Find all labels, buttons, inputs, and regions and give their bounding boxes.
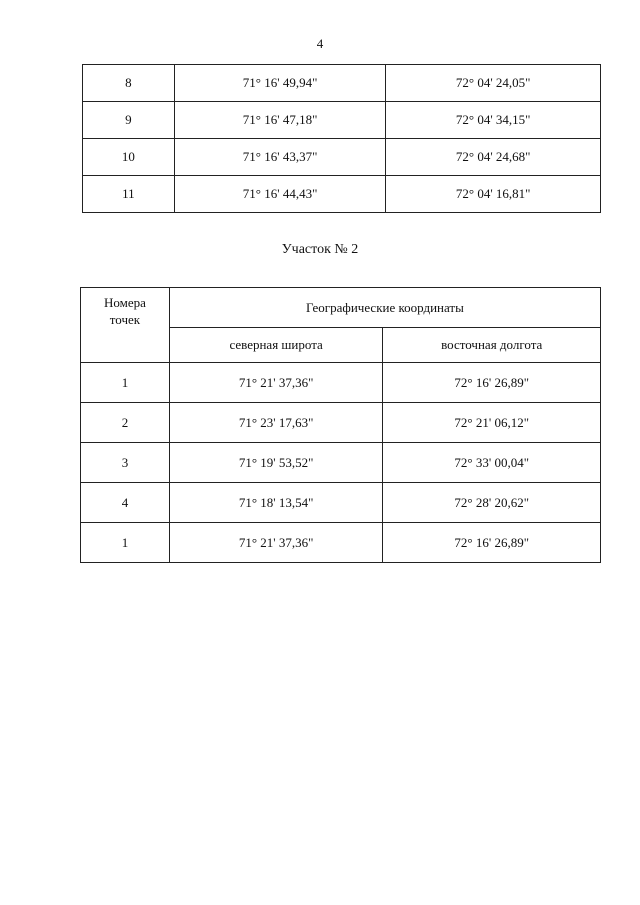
latitude-cell: 71° 16' 47,18" [174,102,386,139]
point-number: 1 [81,523,170,563]
points-column-header [81,288,170,363]
table-row [83,65,601,102]
longitude-cell: 72° 04' 16,81" [386,176,601,213]
latitude-cell: 71° 21' 37,36" [169,363,383,403]
point-number: 11 [83,176,175,213]
longitude-cell: 72° 04' 24,05" [386,65,601,102]
coordinates-table-continued [82,64,601,213]
points-header-line1: Номера [103,295,146,310]
table-row [83,139,601,176]
latitude-cell: 71° 21' 37,36" [169,523,383,563]
point-number: 3 [81,443,170,483]
table-row [81,483,601,523]
geo-coordinates-header: Географические координаты [169,288,600,328]
longitude-cell: 72° 16' 26,89" [383,363,601,403]
point-number: 2 [81,403,170,443]
table-row [81,443,601,483]
points-header-line2: точек [109,312,141,327]
point-number: 9 [83,102,175,139]
section-title: Участок № 2 [281,242,359,257]
latitude-cell: 71° 16' 44,43" [174,176,386,213]
table-row [83,102,601,139]
latitude-cell: 71° 16' 43,37" [174,139,386,176]
table-header-row [81,288,601,328]
table-row [81,523,601,563]
latitude-cell: 71° 19' 53,52" [169,443,383,483]
coordinates-table-section-2 [80,287,601,563]
latitude-cell: 71° 18' 13,54" [169,483,383,523]
latitude-cell: 71° 23' 17,63" [169,403,383,443]
point-number: 4 [81,483,170,523]
longitude-cell: 72° 33' 00,04" [383,443,601,483]
page-number: 4 [316,36,324,51]
longitude-cell: 72° 28' 20,62" [383,483,601,523]
table-row [81,403,601,443]
table-row [83,176,601,213]
longitude-cell: 72° 21' 06,12" [383,403,601,443]
longitude-header: восточная долгота [383,328,601,363]
longitude-cell: 72° 16' 26,89" [383,523,601,563]
latitude-header: северная широта [169,328,383,363]
point-number: 8 [83,65,175,102]
longitude-cell: 72° 04' 24,68" [386,139,601,176]
longitude-cell: 72° 04' 34,15" [386,102,601,139]
point-number: 10 [83,139,175,176]
point-number: 1 [81,363,170,403]
table-row [81,363,601,403]
latitude-cell: 71° 16' 49,94" [174,65,386,102]
